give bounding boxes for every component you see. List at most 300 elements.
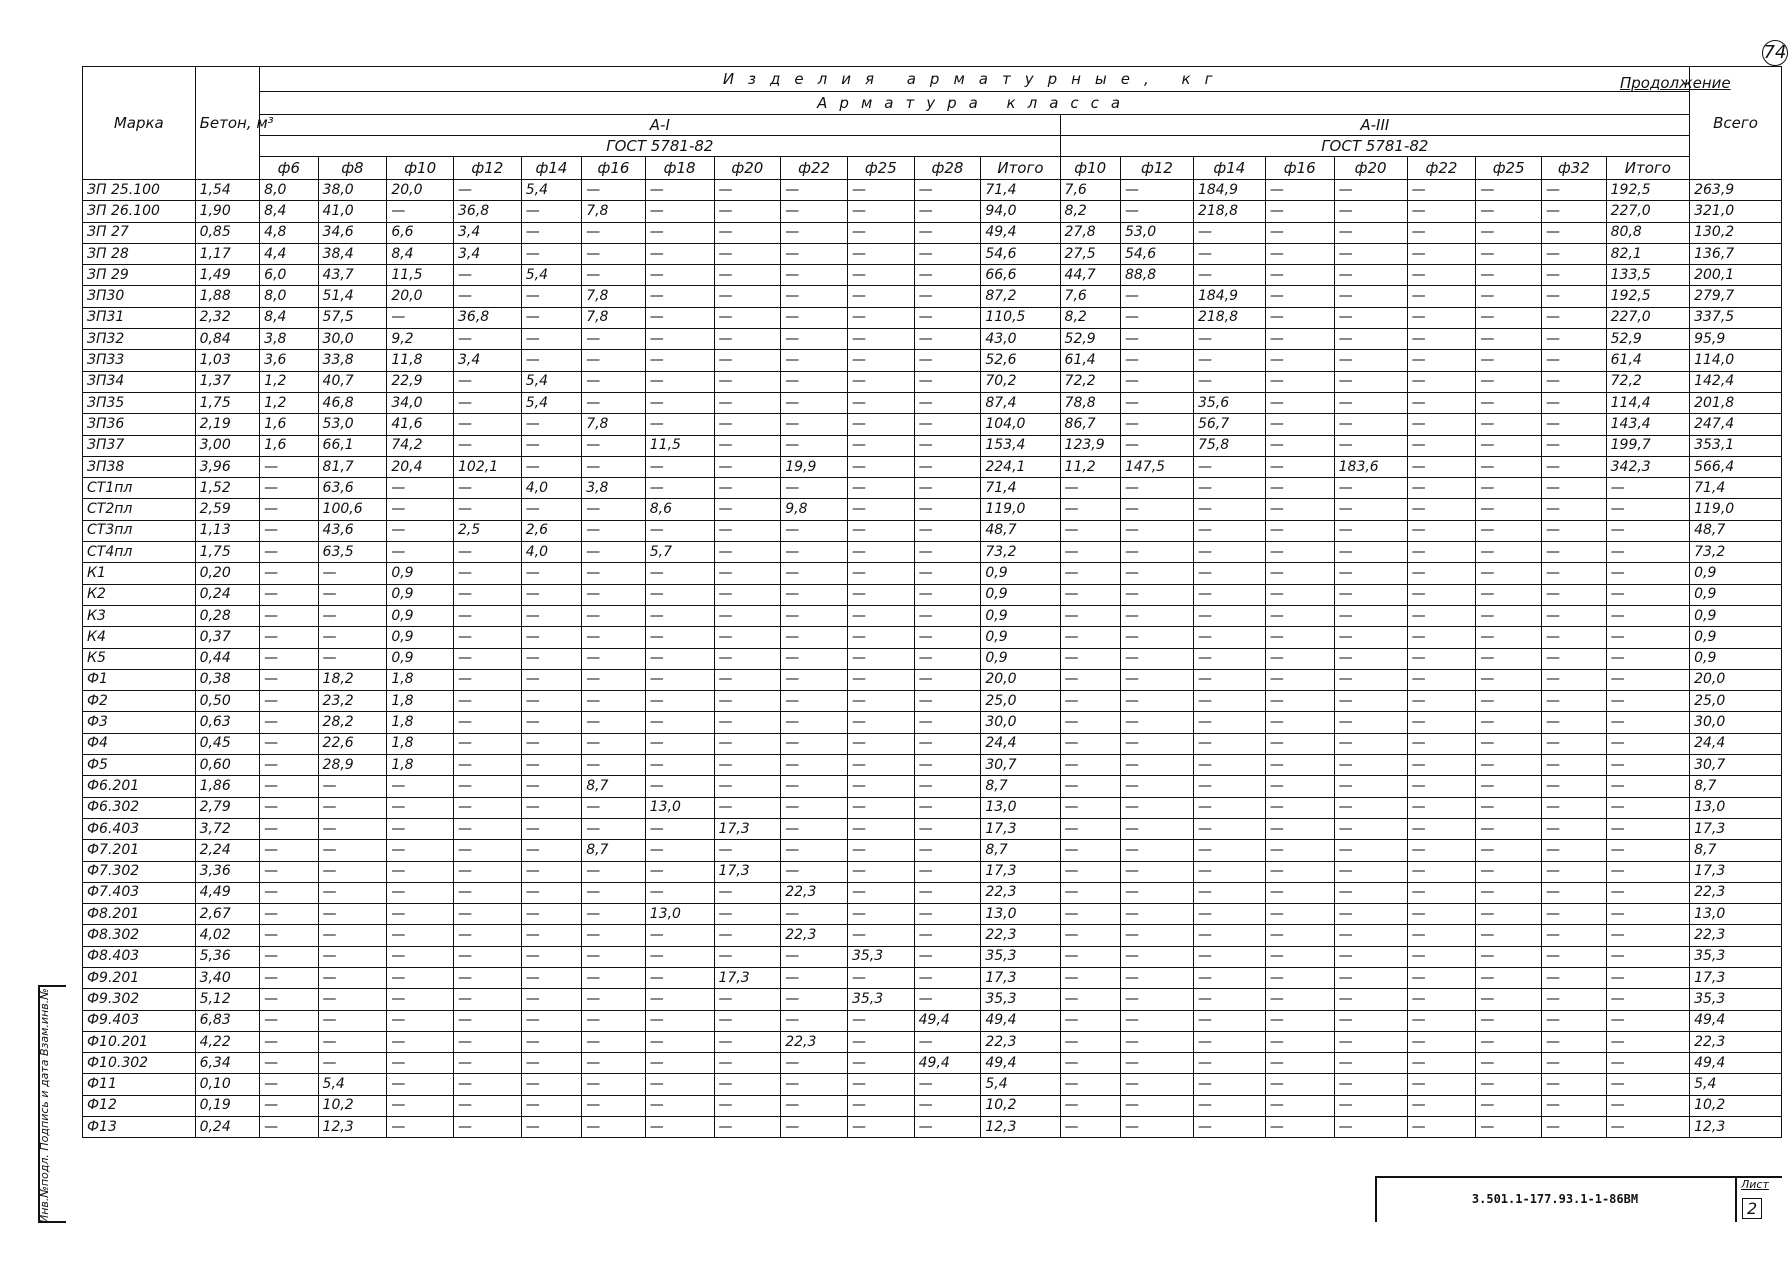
table-cell: 3,00 (195, 435, 260, 456)
table-cell: — (1060, 627, 1120, 648)
table-cell: — (847, 456, 914, 477)
table-cell: — (1407, 989, 1476, 1010)
table-cell: — (318, 797, 387, 818)
table-cell: — (1334, 1117, 1407, 1138)
table-cell: — (521, 1095, 581, 1116)
table-cell: — (847, 733, 914, 754)
table-cell: — (914, 840, 981, 861)
table-cell: — (1120, 797, 1193, 818)
table-row (83, 904, 1782, 925)
table-cell: — (1407, 201, 1476, 222)
table-cell: — (1265, 584, 1334, 605)
table-cell: — (645, 180, 714, 201)
table-cell: 36,8 (454, 307, 522, 328)
table-row (83, 499, 1782, 520)
table-cell: — (1334, 265, 1407, 286)
table-cell: — (1606, 904, 1689, 925)
table-cell: 22,3 (981, 1031, 1060, 1052)
table-cell: — (914, 733, 981, 754)
table-cell: — (521, 755, 581, 776)
table-cell: 4,0 (521, 478, 581, 499)
table-cell: — (1334, 776, 1407, 797)
table-cell: — (847, 435, 914, 456)
table-row (83, 435, 1782, 456)
table-cell: 8,6 (645, 499, 714, 520)
table-cell: — (1476, 478, 1542, 499)
table-cell: — (714, 456, 781, 477)
table-cell: — (714, 329, 781, 350)
table-cell: 130,2 (1690, 222, 1782, 243)
table-cell: — (1407, 818, 1476, 839)
table-cell: — (387, 882, 454, 903)
table-cell: — (1606, 478, 1689, 499)
table-cell: 73,2 (981, 542, 1060, 563)
table-cell: — (1542, 414, 1607, 435)
table-cell: — (454, 435, 522, 456)
table-cell: 81,7 (318, 456, 387, 477)
table-cell: — (260, 882, 318, 903)
table-cell: — (1193, 350, 1265, 371)
table-cell: — (260, 605, 318, 626)
table-cell: — (1265, 456, 1334, 477)
table-cell: — (781, 755, 848, 776)
table-row (83, 925, 1782, 946)
table-cell: 86,7 (1060, 414, 1120, 435)
table-cell: — (1120, 414, 1193, 435)
table-cell: — (781, 904, 848, 925)
table-cell: — (914, 904, 981, 925)
table-row (83, 1053, 1782, 1074)
table-cell: — (1120, 1095, 1193, 1116)
table-cell: — (1476, 1053, 1542, 1074)
table-cell: — (714, 286, 781, 307)
table-cell: — (1120, 307, 1193, 328)
table-cell: — (454, 904, 522, 925)
table-row (83, 307, 1782, 328)
table-cell: — (1476, 712, 1542, 733)
table-row (83, 1117, 1782, 1138)
table-row (83, 563, 1782, 584)
table-cell: 8,7 (582, 840, 646, 861)
table-cell: — (260, 989, 318, 1010)
table-cell: 13,0 (1690, 904, 1782, 925)
table-cell: — (1476, 201, 1542, 222)
table-cell: — (1476, 456, 1542, 477)
table-cell: — (521, 1010, 581, 1031)
table-cell: — (454, 755, 522, 776)
table-cell: 28,9 (318, 755, 387, 776)
table-cell: 0,9 (981, 648, 1060, 669)
row-mark: ЗП30 (83, 286, 196, 307)
table-cell: 1,8 (387, 733, 454, 754)
table-cell: 218,8 (1193, 201, 1265, 222)
table-cell: — (1334, 1031, 1407, 1052)
table-cell: 1,52 (195, 478, 260, 499)
table-cell: 566,4 (1690, 456, 1782, 477)
row-mark: ЗП31 (83, 307, 196, 328)
row-mark: ЗП 28 (83, 243, 196, 264)
table-cell: 11,8 (387, 350, 454, 371)
table-cell: — (1542, 329, 1607, 350)
table-cell: — (387, 1053, 454, 1074)
table-cell: — (387, 478, 454, 499)
table-cell: 3,4 (454, 243, 522, 264)
table-cell: — (318, 904, 387, 925)
table-cell: 100,6 (318, 499, 387, 520)
table-cell: — (1265, 946, 1334, 967)
table-cell: — (1476, 989, 1542, 1010)
table-cell: — (914, 1031, 981, 1052)
row-mark: ЗП33 (83, 350, 196, 371)
table-cell: — (1334, 691, 1407, 712)
table-cell: 227,0 (1606, 307, 1689, 328)
table-cell: — (1542, 243, 1607, 264)
table-cell: 48,7 (981, 520, 1060, 541)
table-row (83, 350, 1782, 371)
row-mark: ЗП37 (83, 435, 196, 456)
table-cell: 4,02 (195, 925, 260, 946)
table-cell: — (1193, 243, 1265, 264)
table-cell: — (582, 904, 646, 925)
table-cell: — (260, 755, 318, 776)
table-cell: 192,5 (1606, 180, 1689, 201)
table-cell: 13,0 (1690, 797, 1782, 818)
table-cell: — (1120, 776, 1193, 797)
table-cell: — (318, 776, 387, 797)
table-cell: — (318, 861, 387, 882)
table-cell: — (847, 499, 914, 520)
table-cell: — (454, 967, 522, 988)
table-cell: — (1265, 1031, 1334, 1052)
table-row (83, 605, 1782, 626)
table-cell: 3,36 (195, 861, 260, 882)
table-cell: — (645, 861, 714, 882)
table-cell: 8,7 (981, 776, 1060, 797)
table-cell: — (847, 1053, 914, 1074)
table-cell: 38,0 (318, 180, 387, 201)
table-cell: 3,40 (195, 967, 260, 988)
table-row (83, 669, 1782, 690)
table-cell: — (1606, 605, 1689, 626)
table-cell: — (260, 648, 318, 669)
table-cell: 34,0 (387, 392, 454, 413)
table-cell: — (454, 180, 522, 201)
table-cell: 70,2 (981, 371, 1060, 392)
row-mark: ЗП 29 (83, 265, 196, 286)
table-cell: — (582, 456, 646, 477)
table-cell: — (1120, 818, 1193, 839)
diameter-header: ф25 (1476, 157, 1542, 180)
document-code: 3.501.1-177.93.1-1-86ВМ (1471, 1192, 1639, 1206)
table-cell: — (1476, 925, 1542, 946)
table-cell: 0,19 (195, 1095, 260, 1116)
sheet-number: 2 (1742, 1198, 1762, 1219)
table-cell: 1,13 (195, 520, 260, 541)
col-concrete-header: Бетон, м³ (195, 67, 260, 180)
table-cell: — (1407, 691, 1476, 712)
table-cell: — (1120, 499, 1193, 520)
table-cell: — (318, 989, 387, 1010)
diameter-header: ф16 (582, 157, 646, 180)
table-cell: — (1542, 1053, 1607, 1074)
table-cell: — (781, 712, 848, 733)
table-cell: — (1265, 1053, 1334, 1074)
table-cell: — (1265, 478, 1334, 499)
table-cell: — (847, 329, 914, 350)
page-number: 74 (1762, 40, 1788, 66)
row-mark: Ф9.201 (83, 967, 196, 988)
table-cell: 263,9 (1690, 180, 1782, 201)
table-row (83, 414, 1782, 435)
table-cell: — (260, 1053, 318, 1074)
table-cell: — (582, 542, 646, 563)
table-cell: 30,0 (1690, 712, 1782, 733)
table-cell: — (1060, 1053, 1120, 1074)
table-cell: — (714, 201, 781, 222)
table-cell: — (914, 435, 981, 456)
table-cell: 30,7 (981, 755, 1060, 776)
table-cell: — (454, 861, 522, 882)
table-cell: — (521, 1074, 581, 1095)
table-cell: — (1334, 201, 1407, 222)
table-cell: — (1193, 499, 1265, 520)
table-cell: — (387, 1074, 454, 1095)
table-cell: 48,7 (1690, 520, 1782, 541)
table-cell: 27,5 (1060, 243, 1120, 264)
table-cell: 20,0 (1690, 669, 1782, 690)
table-cell: — (1407, 669, 1476, 690)
table-cell: — (914, 329, 981, 350)
table-cell: 87,2 (981, 286, 1060, 307)
table-cell: 114,0 (1690, 350, 1782, 371)
table-cell: — (1060, 478, 1120, 499)
table-cell: 1,6 (260, 414, 318, 435)
table-cell: — (1265, 392, 1334, 413)
table-cell: 20,0 (387, 180, 454, 201)
table-cell: — (1265, 243, 1334, 264)
table-cell: — (847, 1010, 914, 1031)
table-cell: — (914, 392, 981, 413)
table-cell: 342,3 (1606, 456, 1689, 477)
table-cell: — (582, 1053, 646, 1074)
table-cell: — (260, 1074, 318, 1095)
table-cell: 0,45 (195, 733, 260, 754)
table-cell: — (1193, 861, 1265, 882)
table-cell: — (387, 946, 454, 967)
table-cell: 38,4 (318, 243, 387, 264)
row-mark: Ф7.403 (83, 882, 196, 903)
table-cell: — (1334, 946, 1407, 967)
table-cell: 22,3 (781, 882, 848, 903)
table-cell: — (847, 201, 914, 222)
table-cell: — (1606, 669, 1689, 690)
table-cell: — (1120, 350, 1193, 371)
table-cell: 43,6 (318, 520, 387, 541)
table-cell: — (1542, 222, 1607, 243)
table-cell: — (1120, 329, 1193, 350)
table-cell: 0,9 (387, 605, 454, 626)
table-cell: 22,9 (387, 371, 454, 392)
table-cell: — (1407, 584, 1476, 605)
table-cell: — (1542, 967, 1607, 988)
table-cell: 2,32 (195, 307, 260, 328)
table-cell: 1,6 (260, 435, 318, 456)
table-cell: — (1476, 733, 1542, 754)
table-cell: — (318, 584, 387, 605)
table-cell: — (454, 882, 522, 903)
table-cell: 1,49 (195, 265, 260, 286)
table-cell: — (914, 861, 981, 882)
table-cell: — (1476, 392, 1542, 413)
table-cell: — (318, 648, 387, 669)
table-cell: — (714, 307, 781, 328)
table-cell: — (1120, 840, 1193, 861)
table-cell: — (645, 563, 714, 584)
table-cell: 1,03 (195, 350, 260, 371)
diameter-header: ф12 (454, 157, 522, 180)
table-cell: — (1407, 946, 1476, 967)
table-cell: — (781, 669, 848, 690)
table-cell: — (1407, 414, 1476, 435)
table-cell: 8,4 (260, 307, 318, 328)
table-cell: 71,4 (981, 478, 1060, 499)
table-cell: 6,34 (195, 1053, 260, 1074)
table-cell: — (1606, 542, 1689, 563)
table-cell: 49,4 (981, 222, 1060, 243)
table-cell: 4,4 (260, 243, 318, 264)
table-cell: 34,6 (318, 222, 387, 243)
table-cell: — (645, 840, 714, 861)
table-cell: — (1060, 563, 1120, 584)
table-cell: — (1120, 989, 1193, 1010)
row-mark: Ф6.201 (83, 776, 196, 797)
table-cell: — (1265, 1010, 1334, 1031)
table-cell: — (1542, 392, 1607, 413)
table-cell: — (1476, 414, 1542, 435)
table-cell: — (1265, 329, 1334, 350)
table-cell: — (387, 904, 454, 925)
table-cell: — (1060, 1117, 1120, 1138)
table-cell: — (1060, 904, 1120, 925)
table-cell: — (1193, 967, 1265, 988)
table-cell: — (521, 776, 581, 797)
table-cell: — (454, 371, 522, 392)
table-cell: — (521, 627, 581, 648)
table-cell: 22,3 (781, 1031, 848, 1052)
table-cell: — (1542, 840, 1607, 861)
table-cell: — (1606, 776, 1689, 797)
table-cell: — (582, 627, 646, 648)
table-cell: 78,8 (1060, 392, 1120, 413)
table-cell: — (914, 584, 981, 605)
table-cell: — (454, 648, 522, 669)
table-cell: — (582, 882, 646, 903)
table-cell: — (714, 627, 781, 648)
table-cell: — (1476, 1010, 1542, 1031)
table-row (83, 797, 1782, 818)
table-row (83, 882, 1782, 903)
table-cell: — (645, 1095, 714, 1116)
table-cell: — (521, 499, 581, 520)
table-cell: — (847, 1074, 914, 1095)
table-cell: 22,3 (781, 925, 848, 946)
table-cell: 13,0 (981, 904, 1060, 925)
table-cell: — (847, 691, 914, 712)
table-cell: — (1407, 350, 1476, 371)
table-cell: — (318, 627, 387, 648)
table-row (83, 329, 1782, 350)
table-cell: — (914, 478, 981, 499)
table-cell: — (1193, 456, 1265, 477)
table-cell: — (847, 925, 914, 946)
table-cell: — (454, 818, 522, 839)
table-cell: — (645, 648, 714, 669)
table-cell: — (1542, 371, 1607, 392)
table-cell: — (454, 1010, 522, 1031)
table-cell: — (1542, 946, 1607, 967)
table-cell: — (914, 180, 981, 201)
table-cell: — (1407, 499, 1476, 520)
table-cell: 2,5 (454, 520, 522, 541)
table-cell: — (1476, 350, 1542, 371)
table-cell: — (582, 605, 646, 626)
table-cell: — (645, 1074, 714, 1095)
table-cell: — (1334, 584, 1407, 605)
table-cell: — (1407, 733, 1476, 754)
table-cell: — (1476, 563, 1542, 584)
diameter-header: ф14 (521, 157, 581, 180)
table-cell: 22,6 (318, 733, 387, 754)
table-cell: 49,4 (914, 1010, 981, 1031)
table-cell: — (454, 627, 522, 648)
table-cell: — (1060, 1095, 1120, 1116)
table-cell: — (521, 712, 581, 733)
table-row (83, 989, 1782, 1010)
table-cell: 1,8 (387, 712, 454, 733)
row-mark: Ф4 (83, 733, 196, 754)
table-cell: — (1265, 669, 1334, 690)
table-cell: 74,2 (387, 435, 454, 456)
table-cell: — (645, 691, 714, 712)
table-cell: — (1334, 414, 1407, 435)
table-cell: — (645, 925, 714, 946)
table-cell: 71,4 (981, 180, 1060, 201)
table-cell: — (1542, 882, 1607, 903)
table-cell: — (521, 840, 581, 861)
table-cell: — (645, 392, 714, 413)
table-cell: 0,9 (981, 605, 1060, 626)
table-cell: — (1476, 499, 1542, 520)
table-cell: — (1407, 307, 1476, 328)
table-cell: — (1060, 946, 1120, 967)
table-cell: — (1120, 925, 1193, 946)
table-cell: — (645, 243, 714, 264)
table-row (83, 648, 1782, 669)
table-cell: — (1120, 627, 1193, 648)
table-cell: — (1193, 1074, 1265, 1095)
table-cell: 63,6 (318, 478, 387, 499)
table-cell: — (318, 1010, 387, 1031)
table-cell: 3,8 (582, 478, 646, 499)
table-cell: — (1060, 584, 1120, 605)
table-cell: 88,8 (1120, 265, 1193, 286)
table-cell: — (1060, 648, 1120, 669)
table-cell: — (714, 882, 781, 903)
table-cell: — (1265, 712, 1334, 733)
table-cell: — (454, 605, 522, 626)
table-cell: — (1407, 755, 1476, 776)
table-cell: 22,3 (1690, 882, 1782, 903)
